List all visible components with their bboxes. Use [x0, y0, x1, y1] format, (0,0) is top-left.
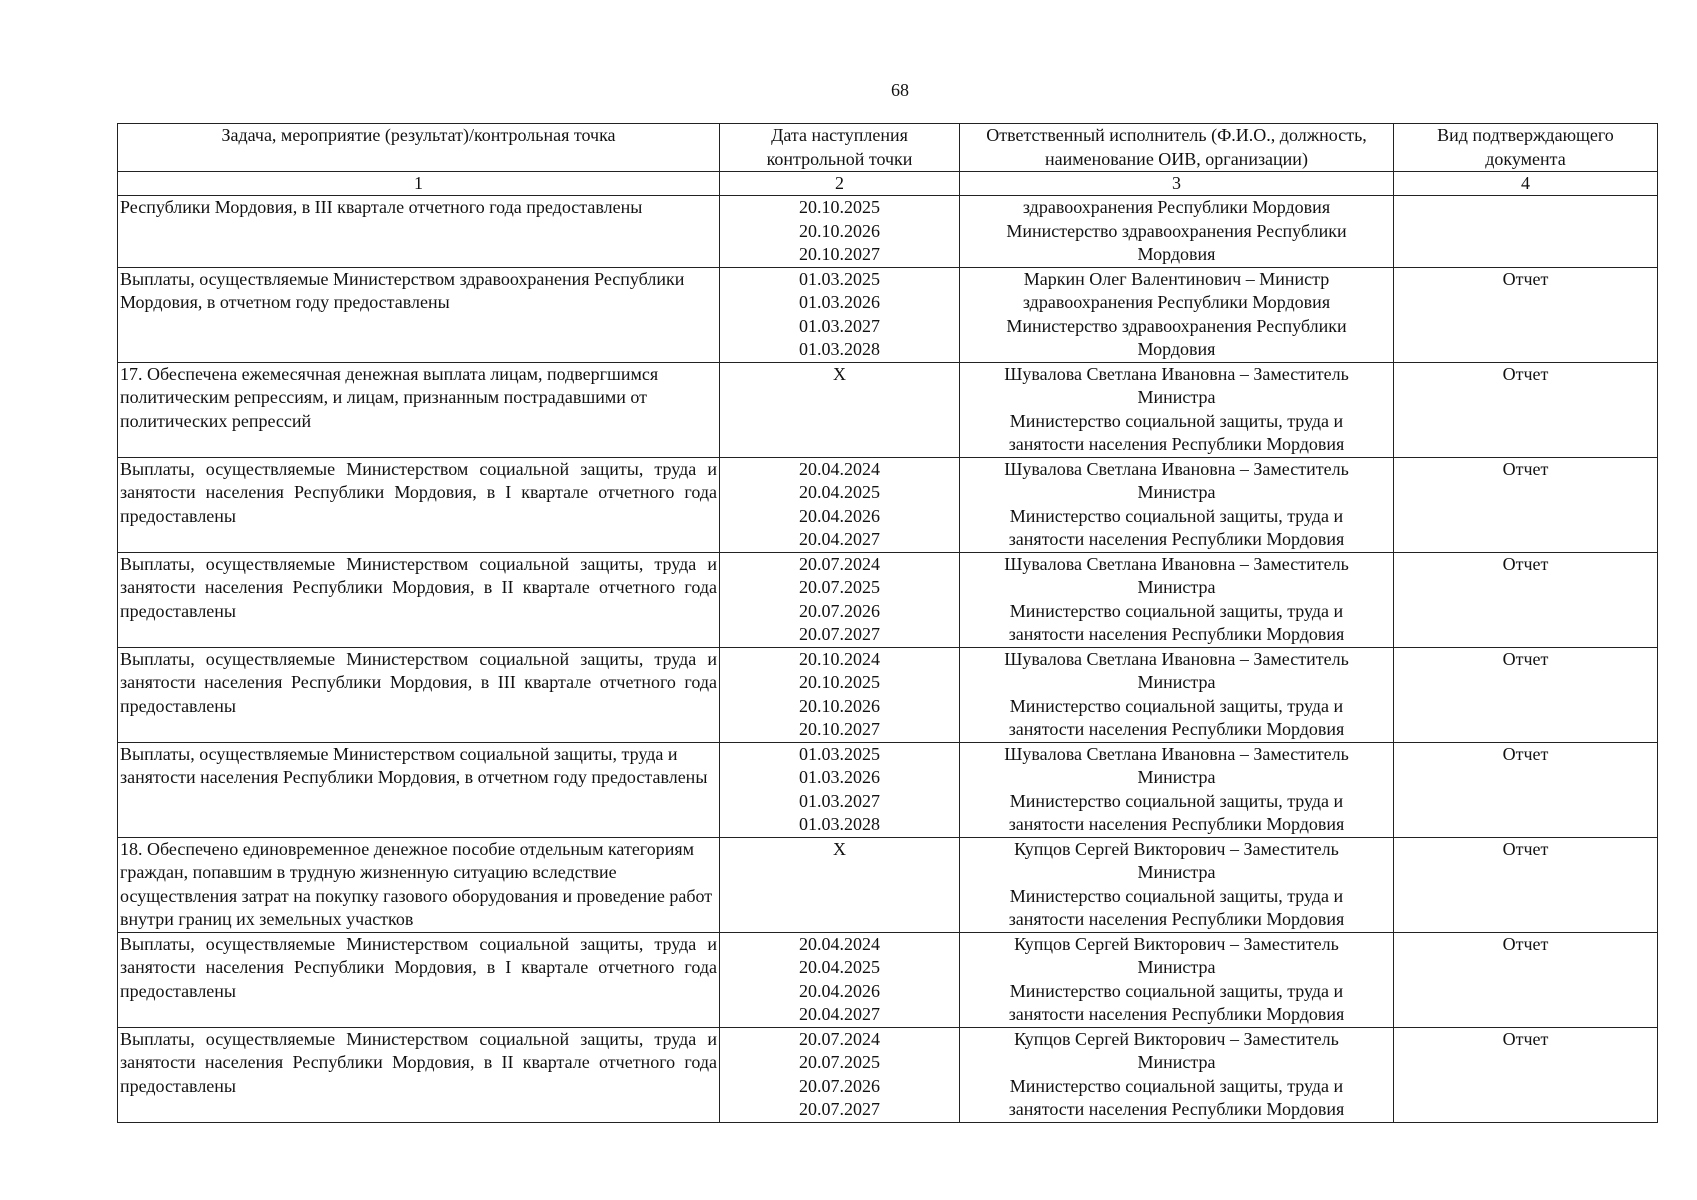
document-type-cell: Отчет [1394, 1027, 1658, 1122]
responsible-line: Министра [1137, 957, 1216, 977]
task-cell: Выплаты, осуществляемые Министерством социальной защиты, труда и занятости населения Республики Мордовия, в II квартале отчетного года предоставлены [118, 1027, 720, 1122]
column-number: 2 [720, 172, 960, 196]
responsible-line: Маркин Олег Валентинович – Министр [1023, 268, 1330, 289]
document-type-cell: Отчет [1394, 932, 1658, 1027]
dates-cell [720, 932, 960, 1027]
control-date: 20.04.2025 [799, 957, 880, 977]
document-type-cell: Отчет [1394, 647, 1658, 742]
column-number: 1 [118, 172, 720, 196]
document-type-cell: Отчет [1394, 742, 1658, 837]
document-type-cell: Отчет [1394, 267, 1658, 362]
task-cell: Выплаты, осуществляемые Министерством социальной защиты, труда и занятости населения Республики Мордовия, в отчетном году предоставлены [118, 742, 720, 837]
responsible-cell [960, 552, 1394, 647]
responsible-cell [960, 457, 1394, 552]
control-date: 01.03.2027 [799, 790, 880, 811]
control-date: 01.03.2026 [799, 767, 880, 787]
responsible-line: Министра [1137, 387, 1216, 407]
header-date: Дата наступления контрольной точки [720, 124, 960, 172]
control-date: Х [833, 363, 846, 384]
responsible-line: Министра [1137, 1052, 1216, 1072]
responsible-line: Министерство социальной защиты, труда и [1009, 885, 1344, 906]
responsible-line: Министра [1137, 767, 1216, 787]
control-date: 20.07.2024 [799, 1028, 880, 1049]
responsible-cell [960, 837, 1394, 932]
responsible-line: Министерство социальной защиты, труда и [1009, 790, 1344, 811]
dates-cell [720, 837, 960, 932]
responsible-line: здравоохранения Республики Мордовия [1022, 197, 1331, 217]
responsible-line: Министерство социальной защиты, труда и [1009, 695, 1344, 716]
responsible-line: Министра [1137, 482, 1216, 502]
responsible-line: Шувалова Светлана Ивановна – Заместитель [1004, 648, 1349, 669]
responsible-line: занятости населения Республики Мордовия [1008, 624, 1345, 644]
dates-cell [720, 362, 960, 457]
responsible-line: Купцов Сергей Викторович – Заместитель [1014, 933, 1339, 954]
control-date: 20.04.2024 [799, 933, 880, 954]
responsible-line: Министерство социальной защиты, труда и [1009, 600, 1344, 621]
responsible-line: Министерство социальной защиты, труда и [1009, 980, 1344, 1001]
control-date: 01.03.2027 [799, 315, 880, 336]
dates-cell [720, 196, 960, 268]
control-date: 01.03.2025 [799, 268, 880, 289]
control-date: 20.10.2025 [799, 197, 880, 217]
table-row [118, 742, 1658, 837]
responsible-line: Министерство здравоохранения Республики [1006, 220, 1347, 241]
control-date: 20.04.2027 [799, 529, 880, 549]
responsible-line: занятости населения Республики Мордовия [1008, 1099, 1345, 1119]
control-points-table [117, 123, 1658, 1123]
table-row [118, 552, 1658, 647]
task-cell: Выплаты, осуществляемые Министерством социальной защиты, труда и занятости населения Республики Мордовия, в III квартале отчетного года предоставлены [118, 647, 720, 742]
control-date: 20.10.2026 [799, 220, 880, 241]
control-date: 01.03.2028 [799, 339, 880, 359]
control-date: 20.07.2025 [799, 1052, 880, 1072]
responsible-line: Шувалова Светлана Ивановна – Заместитель [1004, 553, 1349, 574]
control-date: 01.03.2025 [799, 743, 880, 764]
responsible-line: Министра [1137, 577, 1216, 597]
control-date: 20.10.2025 [799, 672, 880, 692]
header-responsible: Ответственный исполнитель (Ф.И.О., должность, наименование ОИВ, организации) [960, 124, 1394, 172]
column-number: 4 [1394, 172, 1658, 196]
responsible-line: Шувалова Светлана Ивановна – Заместитель [1004, 363, 1349, 384]
task-cell: Выплаты, осуществляемые Министерством социальной защиты, труда и занятости населения Республики Мордовия, в II квартале отчетного года предоставлены [118, 552, 720, 647]
document-type-cell: Отчет [1394, 552, 1658, 647]
table-row [118, 1027, 1658, 1122]
responsible-line: Шувалова Светлана Ивановна – Заместитель [1004, 743, 1349, 764]
task-cell: Выплаты, осуществляемые Министерством здравоохранения Республики Мордовия, в отчетном году предоставлены [118, 267, 720, 362]
control-date: 20.07.2026 [799, 1075, 880, 1096]
control-date: 20.04.2025 [799, 482, 880, 502]
responsible-line: Купцов Сергей Викторович – Заместитель [1014, 1028, 1339, 1049]
header-document-type: Вид подтверждающего документа [1394, 124, 1658, 172]
responsible-line: занятости населения Республики Мордовия [1008, 719, 1345, 739]
control-date: 20.10.2027 [799, 244, 880, 264]
responsible-line: занятости населения Республики Мордовия [1008, 909, 1345, 929]
task-cell: 17. Обеспечена ежемесячная денежная выплата лицам, подвергшимся политическим репрессиям, и лицам, признанным пострадавшими от политических репрессий [118, 362, 720, 457]
responsible-line: Министерство социальной защиты, труда и [1009, 505, 1344, 526]
document-type-cell [1394, 196, 1658, 268]
table-row [118, 457, 1658, 552]
responsible-line: занятости населения Республики Мордовия [1008, 814, 1345, 834]
responsible-line: занятости населения Республики Мордовия [1008, 529, 1345, 549]
responsible-line: занятости населения Республики Мордовия [1008, 434, 1345, 454]
table-header-row [118, 124, 1658, 172]
control-date: 20.10.2024 [799, 648, 880, 669]
document-type-cell: Отчет [1394, 837, 1658, 932]
control-date: 01.03.2028 [799, 814, 880, 834]
dates-cell [720, 1027, 960, 1122]
table-row [118, 362, 1658, 457]
task-cell: Республики Мордовия, в III квартале отчетного года предоставлены [118, 196, 720, 268]
dates-cell [720, 552, 960, 647]
control-date: 20.07.2026 [799, 600, 880, 621]
table-row [118, 647, 1658, 742]
responsible-line: Министерство социальной защиты, труда и [1009, 1075, 1344, 1096]
table-row [118, 196, 1658, 268]
responsible-line: Шувалова Светлана Ивановна – Заместитель [1004, 458, 1349, 479]
responsible-cell [960, 742, 1394, 837]
responsible-line: Купцов Сергей Викторович – Заместитель [1014, 838, 1339, 859]
control-date: 20.10.2026 [799, 695, 880, 716]
responsible-line: здравоохранения Республики Мордовия [1022, 292, 1331, 312]
control-date: 20.07.2025 [799, 577, 880, 597]
control-date: 20.04.2024 [799, 458, 880, 479]
responsible-line: Министра [1137, 862, 1216, 882]
responsible-line: Мордовия [1137, 244, 1216, 264]
control-date: Х [833, 838, 846, 859]
control-date: 20.07.2027 [799, 624, 880, 644]
control-date: 20.04.2026 [799, 980, 880, 1001]
control-date: 20.04.2026 [799, 505, 880, 526]
responsible-cell [960, 1027, 1394, 1122]
dates-cell [720, 457, 960, 552]
document-type-cell: Отчет [1394, 362, 1658, 457]
responsible-line: Министерство социальной защиты, труда и [1009, 410, 1344, 431]
table-row [118, 837, 1658, 932]
control-date: 20.07.2027 [799, 1099, 880, 1119]
column-number: 3 [960, 172, 1394, 196]
dates-cell [720, 267, 960, 362]
table-row [118, 932, 1658, 1027]
header-task: Задача, мероприятие (результат)/контрольная точка [118, 124, 720, 172]
responsible-cell [960, 647, 1394, 742]
task-cell: Выплаты, осуществляемые Министерством социальной защиты, труда и занятости населения Республики Мордовия, в I квартале отчетного года предоставлены [118, 932, 720, 1027]
responsible-cell [960, 267, 1394, 362]
task-cell: Выплаты, осуществляемые Министерством социальной защиты, труда и занятости населения Республики Мордовия, в I квартале отчетного года предоставлены [118, 457, 720, 552]
task-cell: 18. Обеспечено единовременное денежное пособие отдельным категориям граждан, попавшим в трудную жизненную ситуацию вследствие осуществления затрат на покупку газового оборудования и проведение работ внутри границ их земельных участков [118, 837, 720, 932]
control-date: 20.10.2027 [799, 719, 880, 739]
page-number: 68 [891, 80, 909, 100]
responsible-cell [960, 196, 1394, 268]
responsible-line: занятости населения Республики Мордовия [1008, 1004, 1345, 1024]
control-date: 20.07.2024 [799, 553, 880, 574]
dates-cell [720, 742, 960, 837]
table-row [118, 267, 1658, 362]
responsible-cell [960, 932, 1394, 1027]
control-date: 01.03.2026 [799, 292, 880, 312]
dates-cell [720, 647, 960, 742]
responsible-cell [960, 362, 1394, 457]
responsible-line: Мордовия [1137, 339, 1216, 359]
responsible-line: Министерство здравоохранения Республики [1006, 315, 1347, 336]
responsible-line: Министра [1137, 672, 1216, 692]
column-number-row [118, 172, 1658, 196]
document-type-cell: Отчет [1394, 457, 1658, 552]
control-date: 20.04.2027 [799, 1004, 880, 1024]
